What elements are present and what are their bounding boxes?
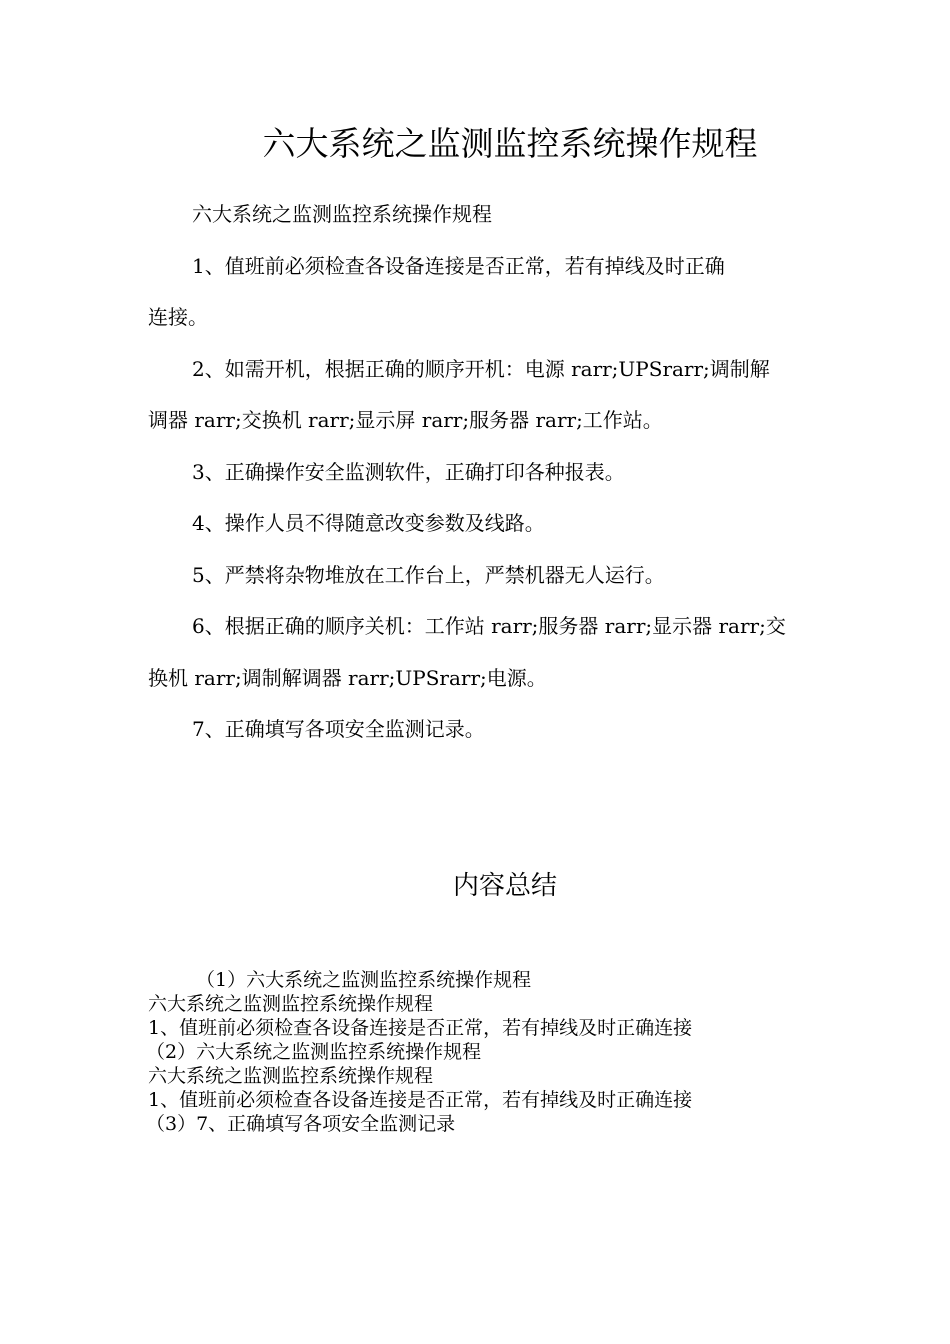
summary-line-4: （2）六大系统之监测监控系统操作规程 — [146, 1041, 482, 1063]
summary-line-7: （3）7、正确填写各项安全监测记录 — [146, 1113, 456, 1135]
paragraph-item-4: 4、操作人员不得随意改变参数及线路。 — [192, 511, 545, 535]
summary-line-5: 六大系统之监测监控系统操作规程 — [148, 1065, 434, 1087]
document-title: 六大系统之监测监控系统操作规程 — [262, 124, 758, 163]
summary-line-2: 六大系统之监测监控系统操作规程 — [148, 993, 434, 1015]
paragraph-subtitle: 六大系统之监测监控系统操作规程 — [192, 202, 492, 226]
paragraph-item-2-line-2: 调器 rarr;交换机 rarr;显示屏 rarr;服务器 rarr;工作站。 — [148, 408, 663, 432]
paragraph-item-5: 5、严禁将杂物堆放在工作台上，严禁机器无人运行。 — [192, 563, 665, 587]
summary-line-1: （1）六大系统之监测监控系统操作规程 — [196, 969, 532, 991]
paragraph-item-7: 7、正确填写各项安全监测记录。 — [192, 717, 485, 741]
paragraph-item-6-line-2: 换机 rarr;调制解调器 rarr;UPSrarr;电源。 — [148, 666, 547, 690]
summary-line-6: 1、值班前必须检查各设备连接是否正常，若有掉线及时正确连接 — [148, 1089, 693, 1111]
paragraph-item-3: 3、正确操作安全监测软件，正确打印各种报表。 — [192, 460, 625, 484]
paragraph-item-2-line-1: 2、如需开机，根据正确的顺序开机：电源 rarr;UPSrarr;调制解 — [192, 357, 770, 381]
paragraph-item-1-line-2: 连接。 — [148, 305, 208, 329]
summary-heading: 内容总结 — [452, 871, 557, 901]
summary-line-3: 1、值班前必须检查各设备连接是否正常，若有掉线及时正确连接 — [148, 1017, 693, 1039]
paragraph-item-1-line-1: 1、值班前必须检查各设备连接是否正常，若有掉线及时正确 — [192, 254, 725, 278]
paragraph-item-6-line-1: 6、根据正确的顺序关机：工作站 rarr;服务器 rarr;显示器 rarr;交 — [192, 614, 786, 638]
